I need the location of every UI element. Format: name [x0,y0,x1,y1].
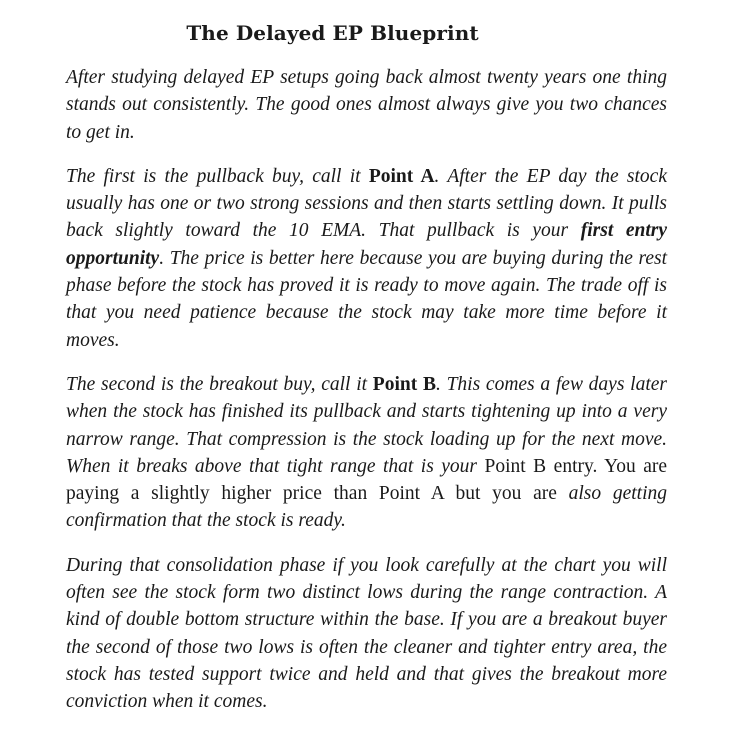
paragraph-text: . This comes a few days later when the stock has finished its pullback and starts tightening up into a very narrow range. That compression is the stock loading up for the next move. When it breaks above that tight range that is your [66,373,667,477]
bold-term-point-a: Point A [368,165,435,187]
paragraph-intro: After studying delayed EP setups going back almost twenty years one thing stands out consistently. The good ones almost always give you two chances to get in. [66,67,667,143]
paragraph-text: . After the EP day the stock usually has one or two strong sessions and then starts settling down. It pulls back slightly toward the 10 EMA. That pullback is your [66,165,667,242]
bold-term-first-entry: first entry opportunity [66,220,668,269]
paragraph-point-b [66,371,667,535]
upright-text-run: Point B entry. You are paying a slightly higher price than Point A but you are [66,455,667,505]
bold-term-point-b: Point B [372,373,436,395]
paragraph-text: also getting confirmation that the stock is ready. [66,483,667,532]
paragraph-consolidation: During that consolidation phase if you look carefully at the chart you will often see the stock form two distinct lows during the range contraction. A kind of double bottom structure within the base. If you are a breakout buyer the second of those two lows is often the cleaner and tighter entry area, the stock has tested support twice and held and that gives the breakout more conviction when it comes. [66,554,667,713]
paragraph-text: . The price is better here because you are buying during the rest phase before the stock has proved it is ready to move again. The trade off is that you need patience because the stock may take more time before it moves. [66,247,667,351]
page-title: The Delayed EP Blueprint [186,21,479,45]
paragraph-text: The first is the pullback buy, call it [66,165,369,187]
paragraph-text: The second is the breakout buy, call it [66,373,373,395]
paragraph-point-a [66,163,667,354]
